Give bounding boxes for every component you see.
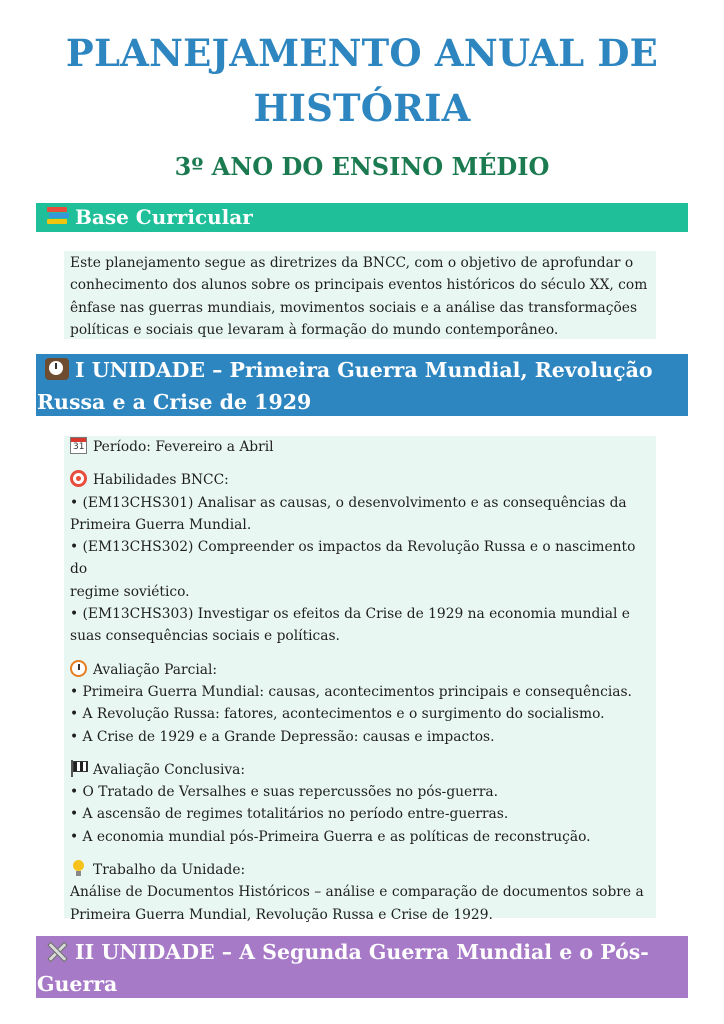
- list-item: regime soviético.: [70, 583, 190, 600]
- page-title: [0, 26, 724, 136]
- text-line: políticas e sociais que levaram à formação do mundo contemporâneo.: [70, 321, 559, 338]
- text-line: Primeira Guerra Mundial, Revolução Russa e Crise de 1929.: [70, 906, 493, 923]
- unit-2-heading-line-1: II UNIDADE – A Segunda Guerra Mundial e o Pós-: [75, 940, 649, 964]
- unit-1-heading: [36, 354, 688, 416]
- page-title-line-1: PLANEJAMENTO ANUAL DE: [65, 31, 659, 75]
- checkered-flag-icon: [70, 760, 87, 777]
- base-curricular-heading-text: Base Curricular: [75, 205, 253, 229]
- list-item: suas consequências sociais e políticas.: [70, 628, 340, 645]
- calendar-icon: 31: [70, 437, 87, 454]
- trabalho-label: Trabalho da Unidade:: [93, 862, 246, 879]
- list-item: • O Tratado de Versalhes e suas repercussões no pós-guerra.: [70, 784, 499, 801]
- unit-1-content: [64, 436, 656, 923]
- trabalho-section: [70, 859, 656, 926]
- periodo-label: Período: Fevereiro a Abril: [93, 439, 274, 455]
- text-line: conhecimento dos alunos sobre os principais eventos históricos do século XX, com: [70, 277, 648, 294]
- habilidades-section: [70, 469, 656, 647]
- base-curricular-text: [64, 251, 656, 339]
- text-line: Este planejamento segue as diretrizes da BNCC, com o objetivo de aprofundar o: [70, 255, 634, 271]
- light-bulb-icon: [70, 860, 87, 877]
- mantelpiece-clock-icon: [45, 358, 69, 380]
- list-item: • (EM13CHS302) Compreender os impactos da Revolução Russa e o nascimento do: [70, 539, 636, 578]
- periodo-section: [70, 436, 656, 458]
- list-item: Primeira Guerra Mundial.: [70, 516, 252, 533]
- avaliacao-parcial-label: Avaliação Parcial:: [93, 661, 218, 678]
- target-icon: [70, 470, 87, 487]
- crossed-swords-icon: [45, 940, 69, 962]
- books-icon: [45, 205, 69, 227]
- avaliacao-parcial-section: [70, 659, 656, 748]
- avaliacao-conclusiva-section: [70, 759, 656, 848]
- page-title-line-2: HISTÓRIA: [253, 86, 471, 130]
- list-item: • (EM13CHS301) Analisar as causas, o desenvolvimento e as consequências da: [70, 494, 627, 511]
- unit-2-heading: [36, 936, 688, 998]
- avaliacao-conclusiva-label: Avaliação Conclusiva:: [93, 761, 246, 778]
- unit-1-heading-line-2: Russa e a Crise de 1929: [37, 390, 312, 414]
- list-item: • A ascensão de regimes totalitários no período entre-guerras.: [70, 806, 509, 823]
- page-subtitle: 3º ANO DO ENSINO MÉDIO: [174, 152, 550, 181]
- list-item: • A economia mundial pós-Primeira Guerra e as políticas de reconstrução.: [70, 828, 591, 845]
- text-line: Análise de Documentos Históricos – análise e comparação de documentos sobre a: [70, 884, 644, 901]
- stopwatch-icon: [70, 660, 87, 677]
- text-line: ênfase nas guerras mundiais, movimentos sociais e a análise das transformações: [70, 299, 638, 316]
- list-item: • Primeira Guerra Mundial: causas, acontecimentos principais e consequências.: [70, 683, 632, 700]
- base-curricular-heading: [36, 203, 688, 232]
- list-item: • A Revolução Russa: fatores, acontecimentos e o surgimento do socialismo.: [70, 706, 605, 723]
- unit-2-heading-line-2: Guerra: [37, 972, 118, 996]
- unit-1-heading-line-1: I UNIDADE – Primeira Guerra Mundial, Revolução: [75, 358, 653, 382]
- list-item: • (EM13CHS303) Investigar os efeitos da Crise de 1929 na economia mundial e: [70, 606, 630, 623]
- list-item: • A Crise de 1929 e a Grande Depressão: causas e impactos.: [70, 728, 495, 745]
- habilidades-label: Habilidades BNCC:: [93, 472, 229, 489]
